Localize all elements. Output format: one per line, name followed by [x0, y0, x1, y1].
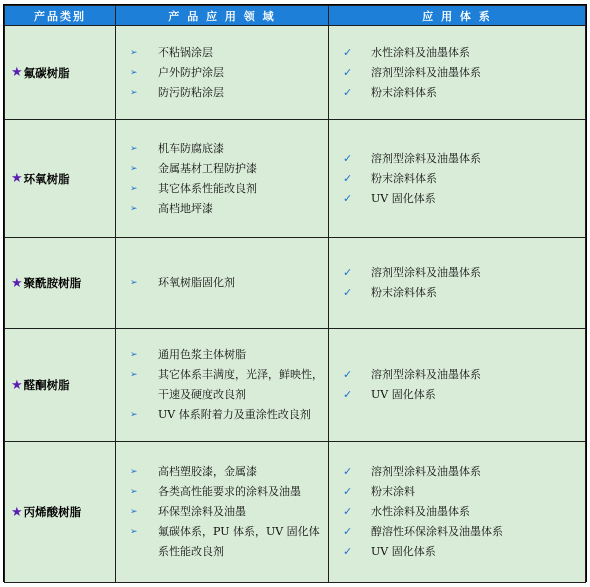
- header-applications: 产 品 应 用 领 域: [116, 6, 329, 26]
- list-item: ➢ 防污防粘涂层: [130, 83, 328, 103]
- list-item: ✓ 溶剂型涂料及油墨体系: [343, 365, 585, 385]
- applications-cell: [116, 442, 329, 583]
- arrow-right-icon: ➢: [130, 507, 138, 517]
- category-label: 聚酰胺树脂: [23, 276, 82, 290]
- systems-cell: [329, 238, 586, 329]
- applications-list: [130, 273, 328, 293]
- systems-cell: [329, 26, 586, 120]
- list-item: ➢ 各类高性能要求的涂料及油墨: [130, 482, 328, 502]
- category-label: 氟碳树脂: [23, 65, 70, 80]
- applications-cell: [116, 26, 329, 120]
- check-icon: ✓: [343, 485, 353, 498]
- check-icon: ✓: [343, 505, 353, 518]
- list-item: ✓ 溶剂型涂料及油墨体系: [343, 149, 585, 169]
- check-icon: ✓: [343, 85, 353, 99]
- table-row: [5, 329, 586, 442]
- product-table-container: [3, 4, 587, 582]
- arrow-right-icon: ➢: [130, 67, 138, 78]
- list-item: ✓ 溶剂型涂料及油墨体系: [343, 63, 585, 83]
- arrow-right-icon: ➢: [130, 370, 138, 380]
- check-icon: ✓: [343, 171, 353, 185]
- systems-list: [343, 263, 585, 303]
- arrow-right-icon: ➢: [130, 527, 138, 537]
- category-cell: [5, 329, 116, 442]
- applications-cell: [116, 329, 329, 442]
- list-item: ✓ 醇溶性环保涂料及油墨体系: [343, 522, 585, 542]
- list-item: ➢ 环保型涂料及油墨: [130, 502, 328, 522]
- category-label: 醛酮树脂: [23, 378, 70, 392]
- star-icon: ★: [11, 275, 23, 291]
- arrow-right-icon: ➢: [130, 278, 138, 288]
- product-table: [4, 5, 586, 583]
- list-item: ✓ 溶剂型涂料及油墨体系: [343, 263, 585, 283]
- list-item: ➢ 机车防腐底漆: [130, 139, 328, 159]
- list-item: ➢ 高档塑胶漆，金属漆: [130, 462, 328, 482]
- category-label: 环氧树脂: [23, 171, 70, 186]
- arrow-right-icon: ➢: [130, 487, 138, 497]
- star-icon: ★: [11, 377, 23, 393]
- list-item: ✓ UV 固化体系: [343, 385, 585, 405]
- list-item: ➢ 高档地坪漆: [130, 199, 328, 219]
- list-item: ✓ 粉末涂料: [343, 482, 585, 502]
- check-icon: ✓: [343, 151, 353, 165]
- systems-cell: [329, 120, 586, 238]
- applications-cell: [116, 120, 329, 238]
- list-item: ✓ 粉末涂料体系: [343, 83, 585, 103]
- arrow-right-icon: ➢: [130, 467, 138, 477]
- category-cell: [5, 120, 116, 238]
- list-item: ✓ 溶剂型涂料及油墨体系: [343, 462, 585, 482]
- list-item: ➢ 户外防护涂层: [130, 63, 328, 83]
- table-row: [5, 26, 586, 120]
- header-category: 产品类别: [5, 6, 116, 26]
- arrow-right-icon: ➢: [130, 410, 138, 420]
- arrow-right-icon: ➢: [130, 350, 138, 360]
- check-icon: ✓: [343, 525, 353, 538]
- list-item: ➢ 不粘锅涂层: [130, 43, 328, 63]
- list-item: ➢ 氟碳体系，PU 体系，UV 固化体系性能改良剂: [130, 522, 328, 562]
- star-icon: ★: [11, 171, 23, 186]
- check-icon: ✓: [343, 65, 353, 79]
- list-item: ➢ 其它体系性能改良剂: [130, 179, 328, 199]
- category-cell: [5, 442, 116, 583]
- check-icon: ✓: [343, 368, 353, 381]
- header-systems: 应 用 体 系: [329, 6, 586, 26]
- table-header-row: [5, 6, 586, 26]
- category-cell: [5, 26, 116, 120]
- arrow-right-icon: ➢: [130, 87, 138, 98]
- check-icon: ✓: [343, 388, 353, 401]
- list-item: ➢ 金属基材工程防护漆: [130, 159, 328, 179]
- systems-list: [343, 149, 585, 209]
- check-icon: ✓: [343, 286, 353, 299]
- list-item: ✓ 水性涂料及油墨体系: [343, 43, 585, 63]
- category-label: 丙烯酸树脂: [23, 505, 82, 519]
- applications-list: [130, 462, 328, 562]
- table-row: [5, 442, 586, 583]
- applications-cell: [116, 238, 329, 329]
- applications-list: [130, 139, 328, 219]
- list-item: ➢ UV 体系附着力及重涂性改良剂: [130, 405, 328, 425]
- star-icon: ★: [11, 65, 23, 80]
- systems-list: [343, 365, 585, 405]
- arrow-right-icon: ➢: [130, 183, 138, 194]
- list-item: ➢ 环氧树脂固化剂: [130, 273, 328, 293]
- list-item: ➢ 其它体系丰满度，光泽，鲜映性，干速及硬度改良剂: [130, 365, 328, 405]
- category-cell: [5, 238, 116, 329]
- systems-cell: [329, 442, 586, 583]
- star-icon: ★: [11, 504, 23, 520]
- list-item: ➢ 通用色浆主体树脂: [130, 345, 328, 365]
- applications-list: [130, 345, 328, 425]
- arrow-right-icon: ➢: [130, 47, 138, 58]
- check-icon: ✓: [343, 191, 353, 205]
- systems-cell: [329, 329, 586, 442]
- table-row: [5, 120, 586, 238]
- check-icon: ✓: [343, 266, 353, 279]
- applications-list: [130, 43, 328, 103]
- arrow-right-icon: ➢: [130, 143, 138, 154]
- list-item: ✓ 粉末涂料体系: [343, 283, 585, 303]
- list-item: ✓ 水性涂料及油墨体系: [343, 502, 585, 522]
- check-icon: ✓: [343, 45, 353, 59]
- table-row: [5, 238, 586, 329]
- arrow-right-icon: ➢: [130, 163, 138, 174]
- list-item: ✓ 粉末涂料体系: [343, 169, 585, 189]
- systems-list: [343, 43, 585, 103]
- check-icon: ✓: [343, 465, 353, 478]
- list-item: ✓ UV 固化体系: [343, 189, 585, 209]
- arrow-right-icon: ➢: [130, 203, 138, 214]
- list-item: ✓ UV 固化体系: [343, 542, 585, 562]
- systems-list: [343, 462, 585, 562]
- check-icon: ✓: [343, 545, 353, 558]
